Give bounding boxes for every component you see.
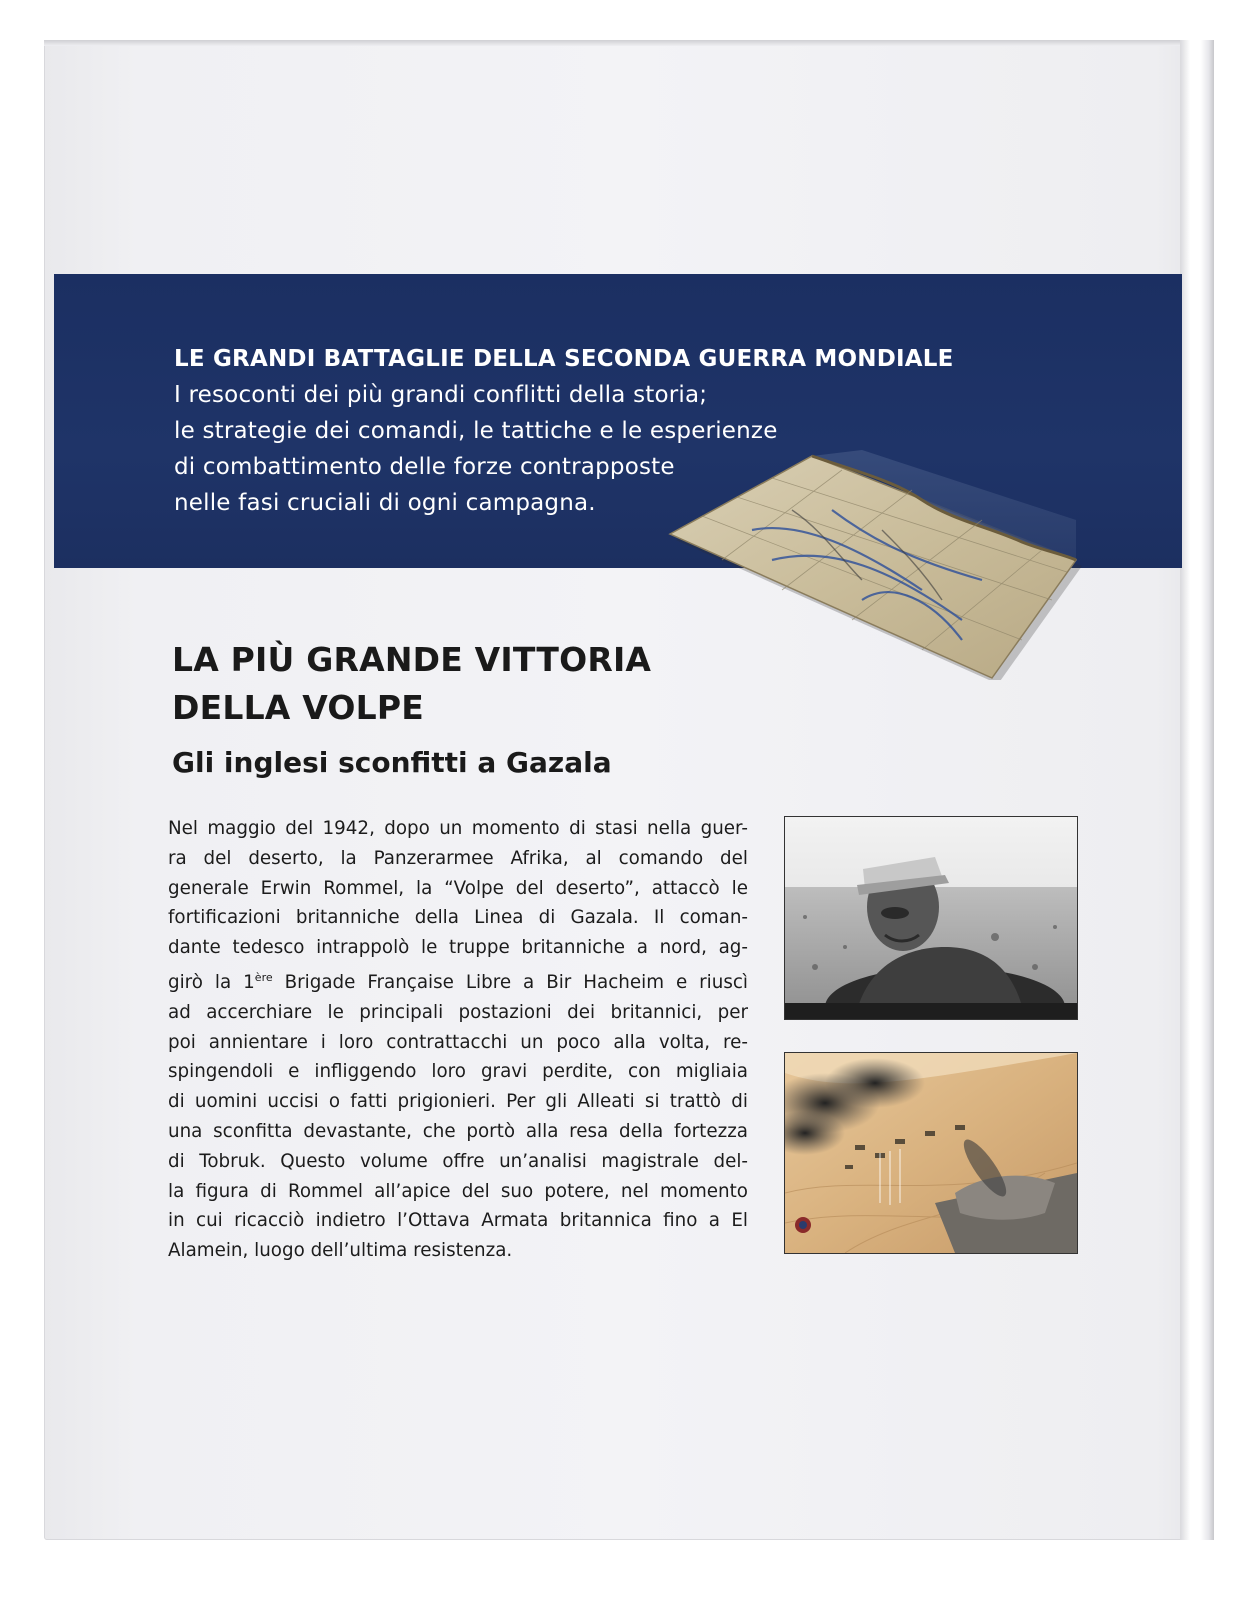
series-description-line-2: le strategie dei comandi, le tattiche e le esperienze xyxy=(174,418,778,444)
description-line: ra del deserto, la Panzerarmee Afrika, al comando del xyxy=(168,847,748,869)
description-line: fortificazioni britanniche della Linea di Gazala. Il coman- xyxy=(168,907,748,929)
series-heading: LE GRANDI BATTAGLIE DELLA SECONDA GUERRA MONDIALE xyxy=(174,346,954,372)
description-line: di uomini uccisi o fatti prigionieri. Per gli Alleati si trattò di xyxy=(168,1091,748,1113)
book-description xyxy=(168,814,748,1266)
book-title-line-1: LA PIÙ GRANDE VITTORIA xyxy=(172,640,652,679)
description-line: ad accerchiare le principali postazioni dei britannici, per xyxy=(168,1001,748,1023)
soldier-photo xyxy=(784,816,1078,1020)
series-description-line-1: I resoconti dei più grandi conflitti della storia; xyxy=(174,382,708,408)
book-back-cover xyxy=(44,40,1214,1540)
book-top-edge xyxy=(44,40,1214,46)
description-line: Nel maggio del 1942, dopo un momento di stasi nella guer- xyxy=(168,818,748,839)
series-description-line-4: nelle fasi cruciali di ogni campagna. xyxy=(174,490,596,516)
description-line: in cui ricacciò indietro l’Ottava Armata britannica fino a El xyxy=(168,1210,748,1232)
superscript-ere: ère xyxy=(254,970,273,984)
book-title-line-2: DELLA VOLPE xyxy=(172,688,424,727)
book-subtitle: Gli inglesi sconfitti a Gazala xyxy=(172,746,612,779)
description-line: di Tobruk. Questo volume offre un’analisi magistrale del- xyxy=(168,1150,748,1172)
series-description-line-3: di combattimento delle forze contrapposte xyxy=(174,454,675,480)
description-text: girò la 1 xyxy=(168,972,255,994)
description-line: dante tedesco intrappolò le truppe britanniche a nord, ag- xyxy=(168,937,748,959)
description-line: Alamein, luogo dell’ultima resistenza. xyxy=(168,1240,513,1262)
book-spine-edge xyxy=(1180,40,1214,1540)
battle-map-illustration xyxy=(662,450,1082,680)
description-line: generale Erwin Rommel, la “Volpe del deserto”, attaccò le xyxy=(168,877,748,899)
description-line: una sconfitta devastante, che portò alla resa della fortezza xyxy=(168,1121,748,1143)
description-line: spingendoli e infliggendo loro gravi perdite, con migliaia xyxy=(168,1061,748,1083)
description-line: la figura di Rommel all’apice del suo potere, nel momento xyxy=(168,1180,748,1202)
description-line: poi annientare i loro contrattacchi un poco alla volta, re- xyxy=(168,1031,748,1053)
description-line xyxy=(168,963,748,998)
description-text: Brigade Française Libre a Bir Hacheim e riuscì xyxy=(272,972,748,994)
desert-battle-painting xyxy=(784,1052,1078,1254)
